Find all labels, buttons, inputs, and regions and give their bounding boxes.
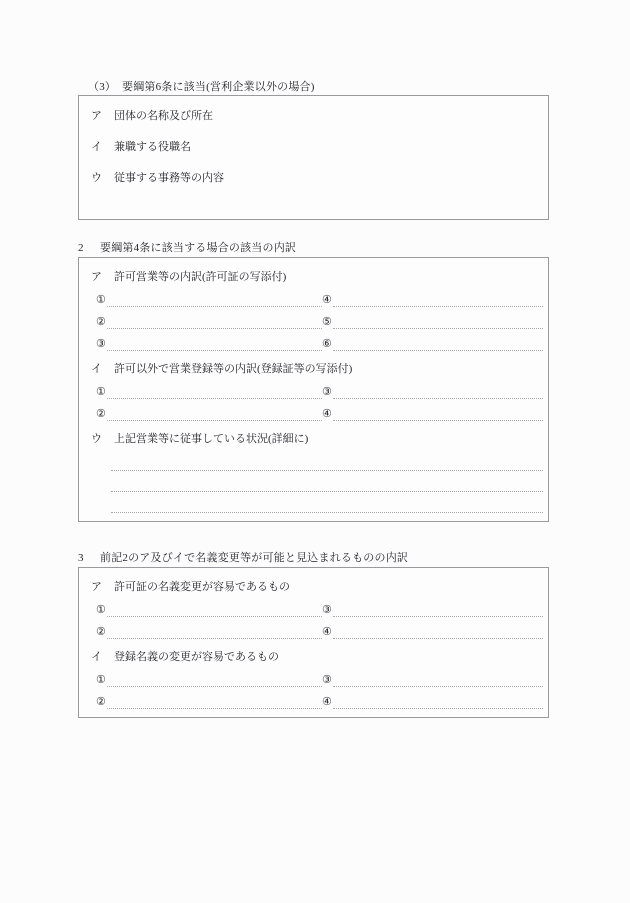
entry-field-a-5[interactable] — [322, 316, 543, 329]
entry-rule[interactable] — [333, 340, 543, 351]
freeform-rule-1[interactable] — [111, 470, 543, 471]
item-row-a — [91, 270, 286, 284]
entry-number: ④ — [322, 626, 332, 638]
item-label: 兼職する役職名 — [114, 141, 191, 153]
entry-field-a-2[interactable] — [96, 626, 322, 639]
entry-number: ② — [96, 626, 106, 638]
item-row-a — [91, 580, 290, 594]
entry-rule[interactable] — [333, 628, 543, 639]
entry-field-i-4[interactable] — [322, 408, 543, 421]
entry-number: ② — [96, 408, 106, 420]
entry-rule[interactable] — [333, 698, 543, 709]
item-label: 団体の名称及び所在 — [114, 110, 213, 122]
entry-field-a-1[interactable] — [96, 294, 322, 307]
entry-number: ⑤ — [322, 316, 332, 328]
entry-field-a-1[interactable] — [96, 604, 322, 617]
entry-field-i-3[interactable] — [322, 386, 543, 399]
item-label: 上記営業等に従事している状況(詳細に) — [114, 433, 309, 445]
item-label: 許可以外で営業登録等の内訳(登録証等の写添付) — [114, 363, 353, 375]
entry-number: ⑥ — [322, 338, 332, 350]
entry-rule[interactable] — [107, 318, 322, 329]
entry-field-a-4[interactable] — [322, 626, 543, 639]
item-row-u — [91, 432, 308, 446]
entry-field-i-1[interactable] — [96, 674, 322, 687]
item-row-u — [91, 171, 224, 185]
entry-rule[interactable] — [333, 676, 543, 687]
entry-rule[interactable] — [333, 388, 543, 399]
entry-rule[interactable] — [107, 698, 322, 709]
section-2-box — [78, 257, 549, 522]
entry-number: ① — [96, 674, 106, 686]
section-title: 要綱第4条に該当する場合の該当の内訳 — [100, 242, 297, 254]
entry-rule[interactable] — [107, 296, 322, 307]
section-title: 要綱第6条に該当(営利企業以外の場合) — [122, 81, 315, 93]
item-marker: ア — [91, 581, 102, 593]
item-marker: ア — [91, 110, 102, 122]
item-row-i — [91, 362, 352, 376]
section-number: 2 — [78, 242, 84, 254]
entry-rule[interactable] — [107, 410, 322, 421]
entry-rule[interactable] — [107, 606, 322, 617]
item-marker: イ — [91, 141, 102, 153]
entry-field-i-2[interactable] — [96, 696, 322, 709]
entry-rule[interactable] — [107, 388, 322, 399]
entry-number: ④ — [322, 294, 332, 306]
entry-rule[interactable] — [333, 318, 543, 329]
entry-field-i-4[interactable] — [322, 696, 543, 709]
section-heading-3-paren — [88, 80, 315, 95]
item-label: 許可営業等の内訳(許可証の写添付) — [114, 271, 287, 283]
entry-rule[interactable] — [107, 340, 322, 351]
item-row-a — [91, 109, 213, 123]
entry-rule[interactable] — [333, 606, 543, 617]
item-marker: イ — [91, 363, 102, 375]
entry-field-a-2[interactable] — [96, 316, 322, 329]
entry-rule[interactable] — [107, 676, 322, 687]
entry-number: ③ — [322, 674, 332, 686]
section-title: 前記2のア及びイで名義変更等が可能と見込まれるものの内訳 — [100, 552, 409, 564]
entry-number: ④ — [322, 408, 332, 420]
entry-number: ② — [96, 316, 106, 328]
entry-field-a-3[interactable] — [322, 604, 543, 617]
item-marker: ア — [91, 271, 102, 283]
item-label: 登録名義の変更が容易であるもの — [114, 651, 279, 663]
entry-field-a-3[interactable] — [96, 338, 322, 351]
entry-number: ① — [96, 294, 106, 306]
freeform-rule-2[interactable] — [111, 491, 543, 492]
section-heading-3 — [78, 551, 408, 566]
entry-number: ④ — [322, 696, 332, 708]
entry-field-a-4[interactable] — [322, 294, 543, 307]
section-heading-2 — [78, 241, 296, 256]
entry-number: ③ — [322, 604, 332, 616]
freeform-rule-3[interactable] — [111, 512, 543, 513]
item-row-i — [91, 650, 279, 664]
section-number: （3） — [88, 81, 117, 93]
entry-rule[interactable] — [333, 296, 543, 307]
item-marker: ウ — [91, 172, 102, 184]
item-marker: ウ — [91, 433, 102, 445]
entry-number: ② — [96, 696, 106, 708]
entry-field-i-2[interactable] — [96, 408, 322, 421]
entry-field-a-6[interactable] — [322, 338, 543, 351]
item-label: 許可証の名義変更が容易であるもの — [114, 581, 290, 593]
entry-field-i-3[interactable] — [322, 674, 543, 687]
entry-number: ③ — [96, 338, 106, 350]
entry-number: ① — [96, 604, 106, 616]
item-row-i — [91, 140, 191, 154]
entry-number: ① — [96, 386, 106, 398]
entry-field-i-1[interactable] — [96, 386, 322, 399]
item-marker: イ — [91, 651, 102, 663]
entry-rule[interactable] — [333, 410, 543, 421]
section-3-box — [78, 567, 549, 718]
section-3-paren-box — [78, 95, 549, 220]
item-label: 従事する事務等の内容 — [114, 172, 224, 184]
entry-rule[interactable] — [107, 628, 322, 639]
entry-number: ③ — [322, 386, 332, 398]
section-number: 3 — [78, 552, 84, 564]
